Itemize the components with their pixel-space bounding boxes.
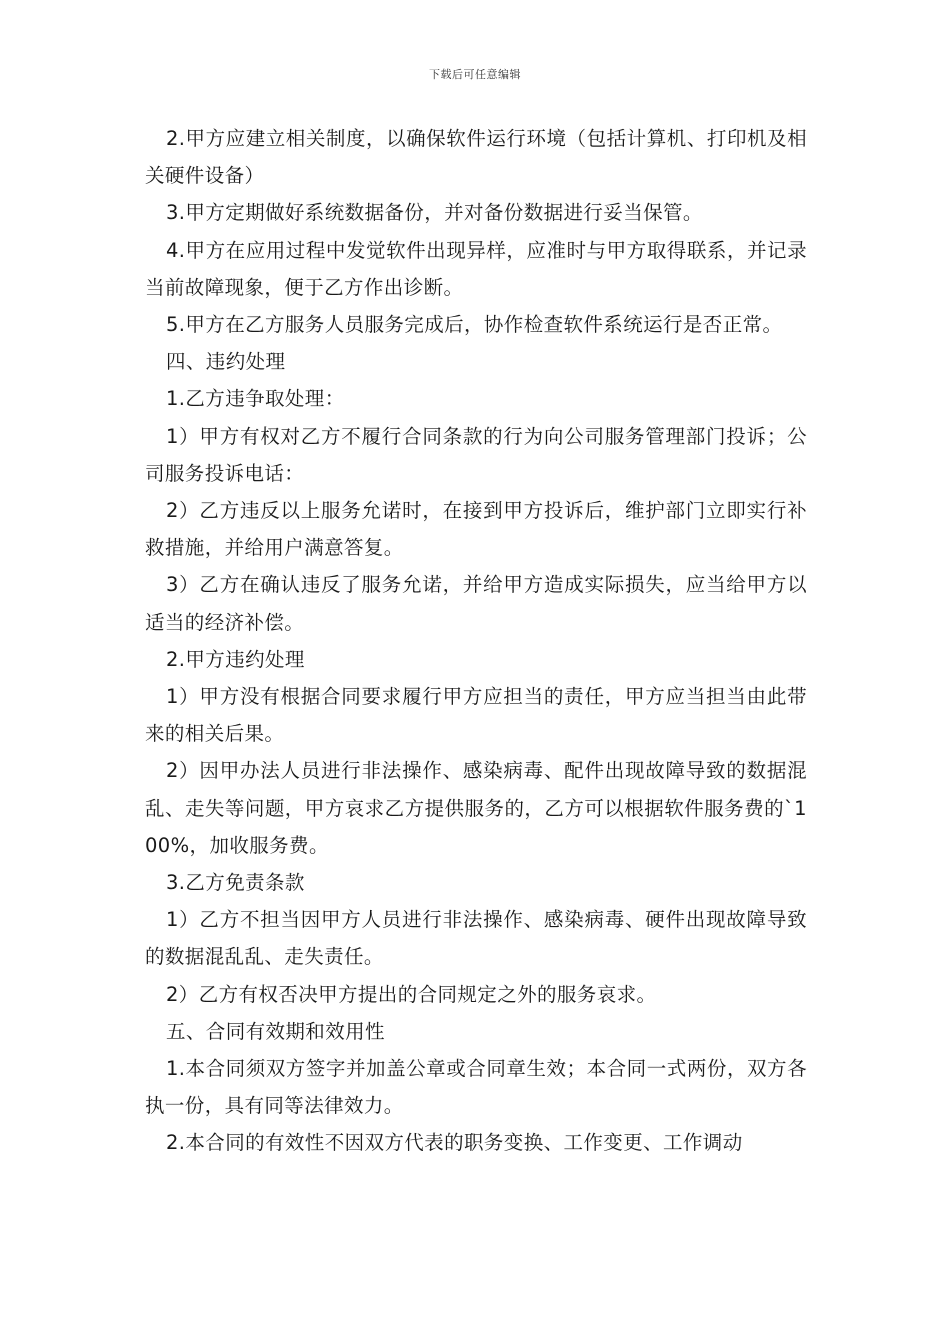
paragraph: 1）甲方没有根据合同要求履行甲方应担当的责任，甲方应当担当由此带来的相关后果。 (145, 685, 807, 746)
paragraph: 4.甲方在应用过程中发觉软件出现异样，应准时与甲方取得联系，并记录当前故障现象，便于乙方作出诊断。 (145, 238, 807, 299)
section-heading: 五、合同有效期和效用性 (166, 1019, 385, 1043)
document-body (145, 120, 807, 1162)
paragraph: 1）甲方有权对乙方不履行合同条款的行为向公司服务管理部门投诉；公司服务投诉电话： (145, 424, 807, 485)
paragraph: 2）因甲办法人员进行非法操作、感染病毒、配件出现故障导致的数据混乱、走失等问题，甲方哀求乙方提供服务的，乙方可以根据软件服务费的`100%，加收服务费。 (145, 759, 807, 857)
paragraph: 1）乙方不担当因甲方人员进行非法操作、感染病毒、硬件出现故障导致的数据混乱乱、走失责任。 (145, 908, 807, 969)
paragraph: 2）乙方有权否决甲方提出的合同规定之外的服务哀求。 (166, 982, 657, 1006)
paragraph: 2.甲方应建立相关制度，以确保软件运行环境（包括计算机、打印机及相关硬件设备） (145, 127, 807, 188)
subsection-heading: 2.甲方违约处理 (166, 647, 305, 671)
paragraph: 1.本合同须双方签字并加盖公章或合同章生效；本合同一式两份，双方各执一份，具有同等法律效力。 (145, 1057, 807, 1118)
paragraph: 2.本合同的有效性不因双方代表的职务变换、工作变更、工作调动 (166, 1131, 743, 1155)
subsection-heading: 3.乙方免责条款 (166, 871, 305, 895)
section-heading: 四、违约处理 (166, 350, 286, 374)
paragraph: 2）乙方违反以上服务允诺时，在接到甲方投诉后，维护部门立即实行补救措施，并给用户满意答复。 (145, 499, 807, 560)
page-header: 下载后可任意编辑 (429, 68, 521, 81)
paragraph: 3.甲方定期做好系统数据备份，并对备份数据进行妥当保管。 (166, 201, 703, 225)
subsection-heading: 1.乙方违争取处理： (166, 387, 345, 411)
paragraph: 5.甲方在乙方服务人员服务完成后，协作检查软件系统运行是否正常。 (166, 313, 783, 337)
paragraph: 3）乙方在确认违反了服务允诺，并给甲方造成实际损失，应当给甲方以适当的经济补偿。 (145, 573, 807, 634)
